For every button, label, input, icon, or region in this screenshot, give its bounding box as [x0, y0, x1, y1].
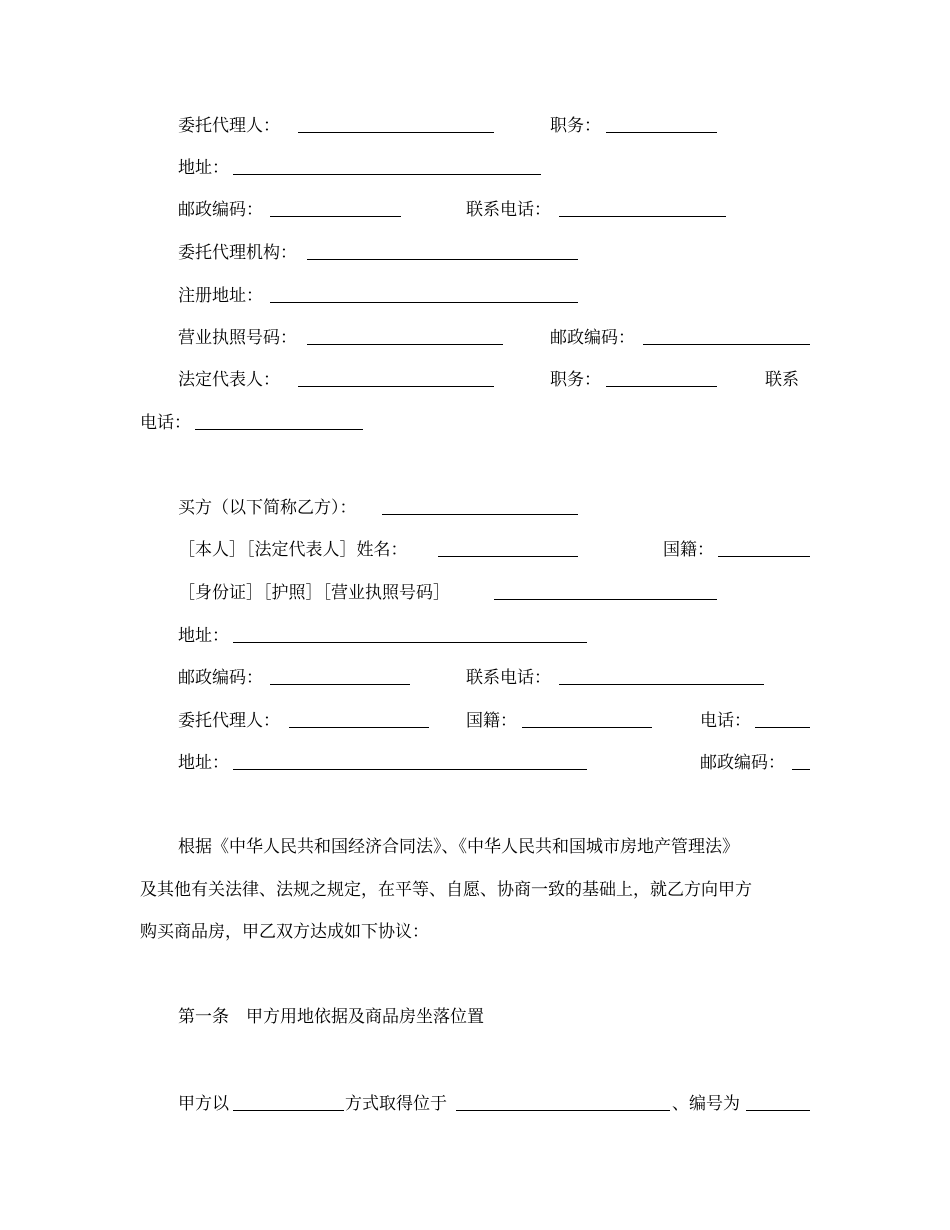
land-method-blank[interactable] — [233, 1110, 344, 1111]
buyer-phone-blank[interactable] — [559, 684, 764, 685]
intro-line-1: 根据《中华人民共和国经济合同法》、《中华人民共和国城市房地产管理法》 — [178, 837, 739, 857]
article-1-text-c: 、编号为 — [672, 1094, 740, 1114]
intro-line-2: 及其他有关法律、法规之规定，在平等、自愿、协商一致的基础上，就乙方向甲方 — [140, 880, 752, 900]
seller-agent-position-blank[interactable] — [606, 132, 717, 133]
seller-agent-address-label: 地址： — [178, 158, 229, 178]
license-blank[interactable] — [307, 344, 503, 345]
buyer-name-blank[interactable] — [438, 556, 578, 557]
buyer-id-label: ［身份证］［护照］［营业执照号码］ — [178, 583, 450, 603]
legal-rep-phone-label: 电话： — [140, 413, 191, 433]
buyer-nationality-label: 国籍： — [663, 540, 714, 560]
buyer-agent-postcode-label: 邮政编码： — [700, 753, 785, 773]
agency-label: 委托代理机构： — [178, 243, 297, 263]
legal-rep-position-blank[interactable] — [606, 386, 717, 387]
legal-rep-position-label: 职务： — [550, 370, 601, 390]
seller-agent-blank[interactable] — [298, 132, 494, 133]
legal-rep-contact-label: 联系 — [765, 370, 799, 390]
seller-agent-postcode-blank[interactable] — [270, 216, 401, 217]
land-number-blank[interactable] — [746, 1110, 810, 1111]
seller-agent-phone-blank[interactable] — [559, 216, 726, 217]
buyer-agent-phone-blank[interactable] — [755, 727, 810, 728]
seller-agent-address-blank[interactable] — [233, 174, 541, 175]
reg-address-blank[interactable] — [270, 302, 578, 303]
buyer-postcode-blank[interactable] — [270, 684, 410, 685]
buyer-blank[interactable] — [382, 514, 578, 515]
buyer-address-blank[interactable] — [233, 642, 587, 643]
buyer-agent-address-label: 地址： — [178, 753, 229, 773]
article-1-text-a: 甲方以 — [178, 1094, 229, 1114]
reg-address-label: 注册地址： — [178, 286, 263, 306]
buyer-phone-label: 联系电话： — [466, 668, 551, 688]
seller-agent-phone-label: 联系电话： — [466, 200, 551, 220]
intro-line-3: 购买商品房，甲乙双方达成如下协议： — [140, 922, 429, 942]
buyer-agent-label: 委托代理人： — [178, 711, 280, 731]
buyer-nationality-blank[interactable] — [718, 556, 810, 557]
agency-postcode-blank[interactable] — [643, 344, 810, 345]
seller-agent-postcode-label: 邮政编码： — [178, 200, 263, 220]
buyer-agent-blank[interactable] — [289, 727, 429, 728]
legal-rep-label: 法定代表人： — [178, 370, 280, 390]
buyer-agent-phone-label: 电话： — [700, 711, 751, 731]
license-label: 营业执照号码： — [178, 328, 297, 348]
article-1-text-b: 方式取得位于 — [345, 1094, 447, 1114]
agency-postcode-label: 邮政编码： — [550, 328, 635, 348]
buyer-label: 买方（以下简称乙方）： — [178, 498, 357, 518]
land-location-blank[interactable] — [456, 1110, 670, 1111]
legal-rep-blank[interactable] — [298, 386, 494, 387]
agency-blank[interactable] — [307, 259, 578, 260]
buyer-agent-nationality-blank[interactable] — [522, 727, 652, 728]
buyer-agent-address-blank[interactable] — [233, 769, 587, 770]
buyer-agent-nationality-label: 国籍： — [466, 711, 517, 731]
legal-rep-phone-blank[interactable] — [195, 429, 363, 430]
buyer-name-label: ［本人］［法定代表人］姓名： — [178, 540, 408, 560]
seller-agent-position-label: 职务： — [550, 116, 601, 136]
buyer-address-label: 地址： — [178, 626, 229, 646]
buyer-agent-postcode-blank[interactable] — [792, 769, 810, 770]
buyer-id-blank[interactable] — [494, 599, 717, 600]
article-1-title: 第一条 甲方用地依据及商品房坐落位置 — [178, 1007, 484, 1027]
buyer-postcode-label: 邮政编码： — [178, 668, 263, 688]
seller-agent-label: 委托代理人： — [178, 116, 280, 136]
